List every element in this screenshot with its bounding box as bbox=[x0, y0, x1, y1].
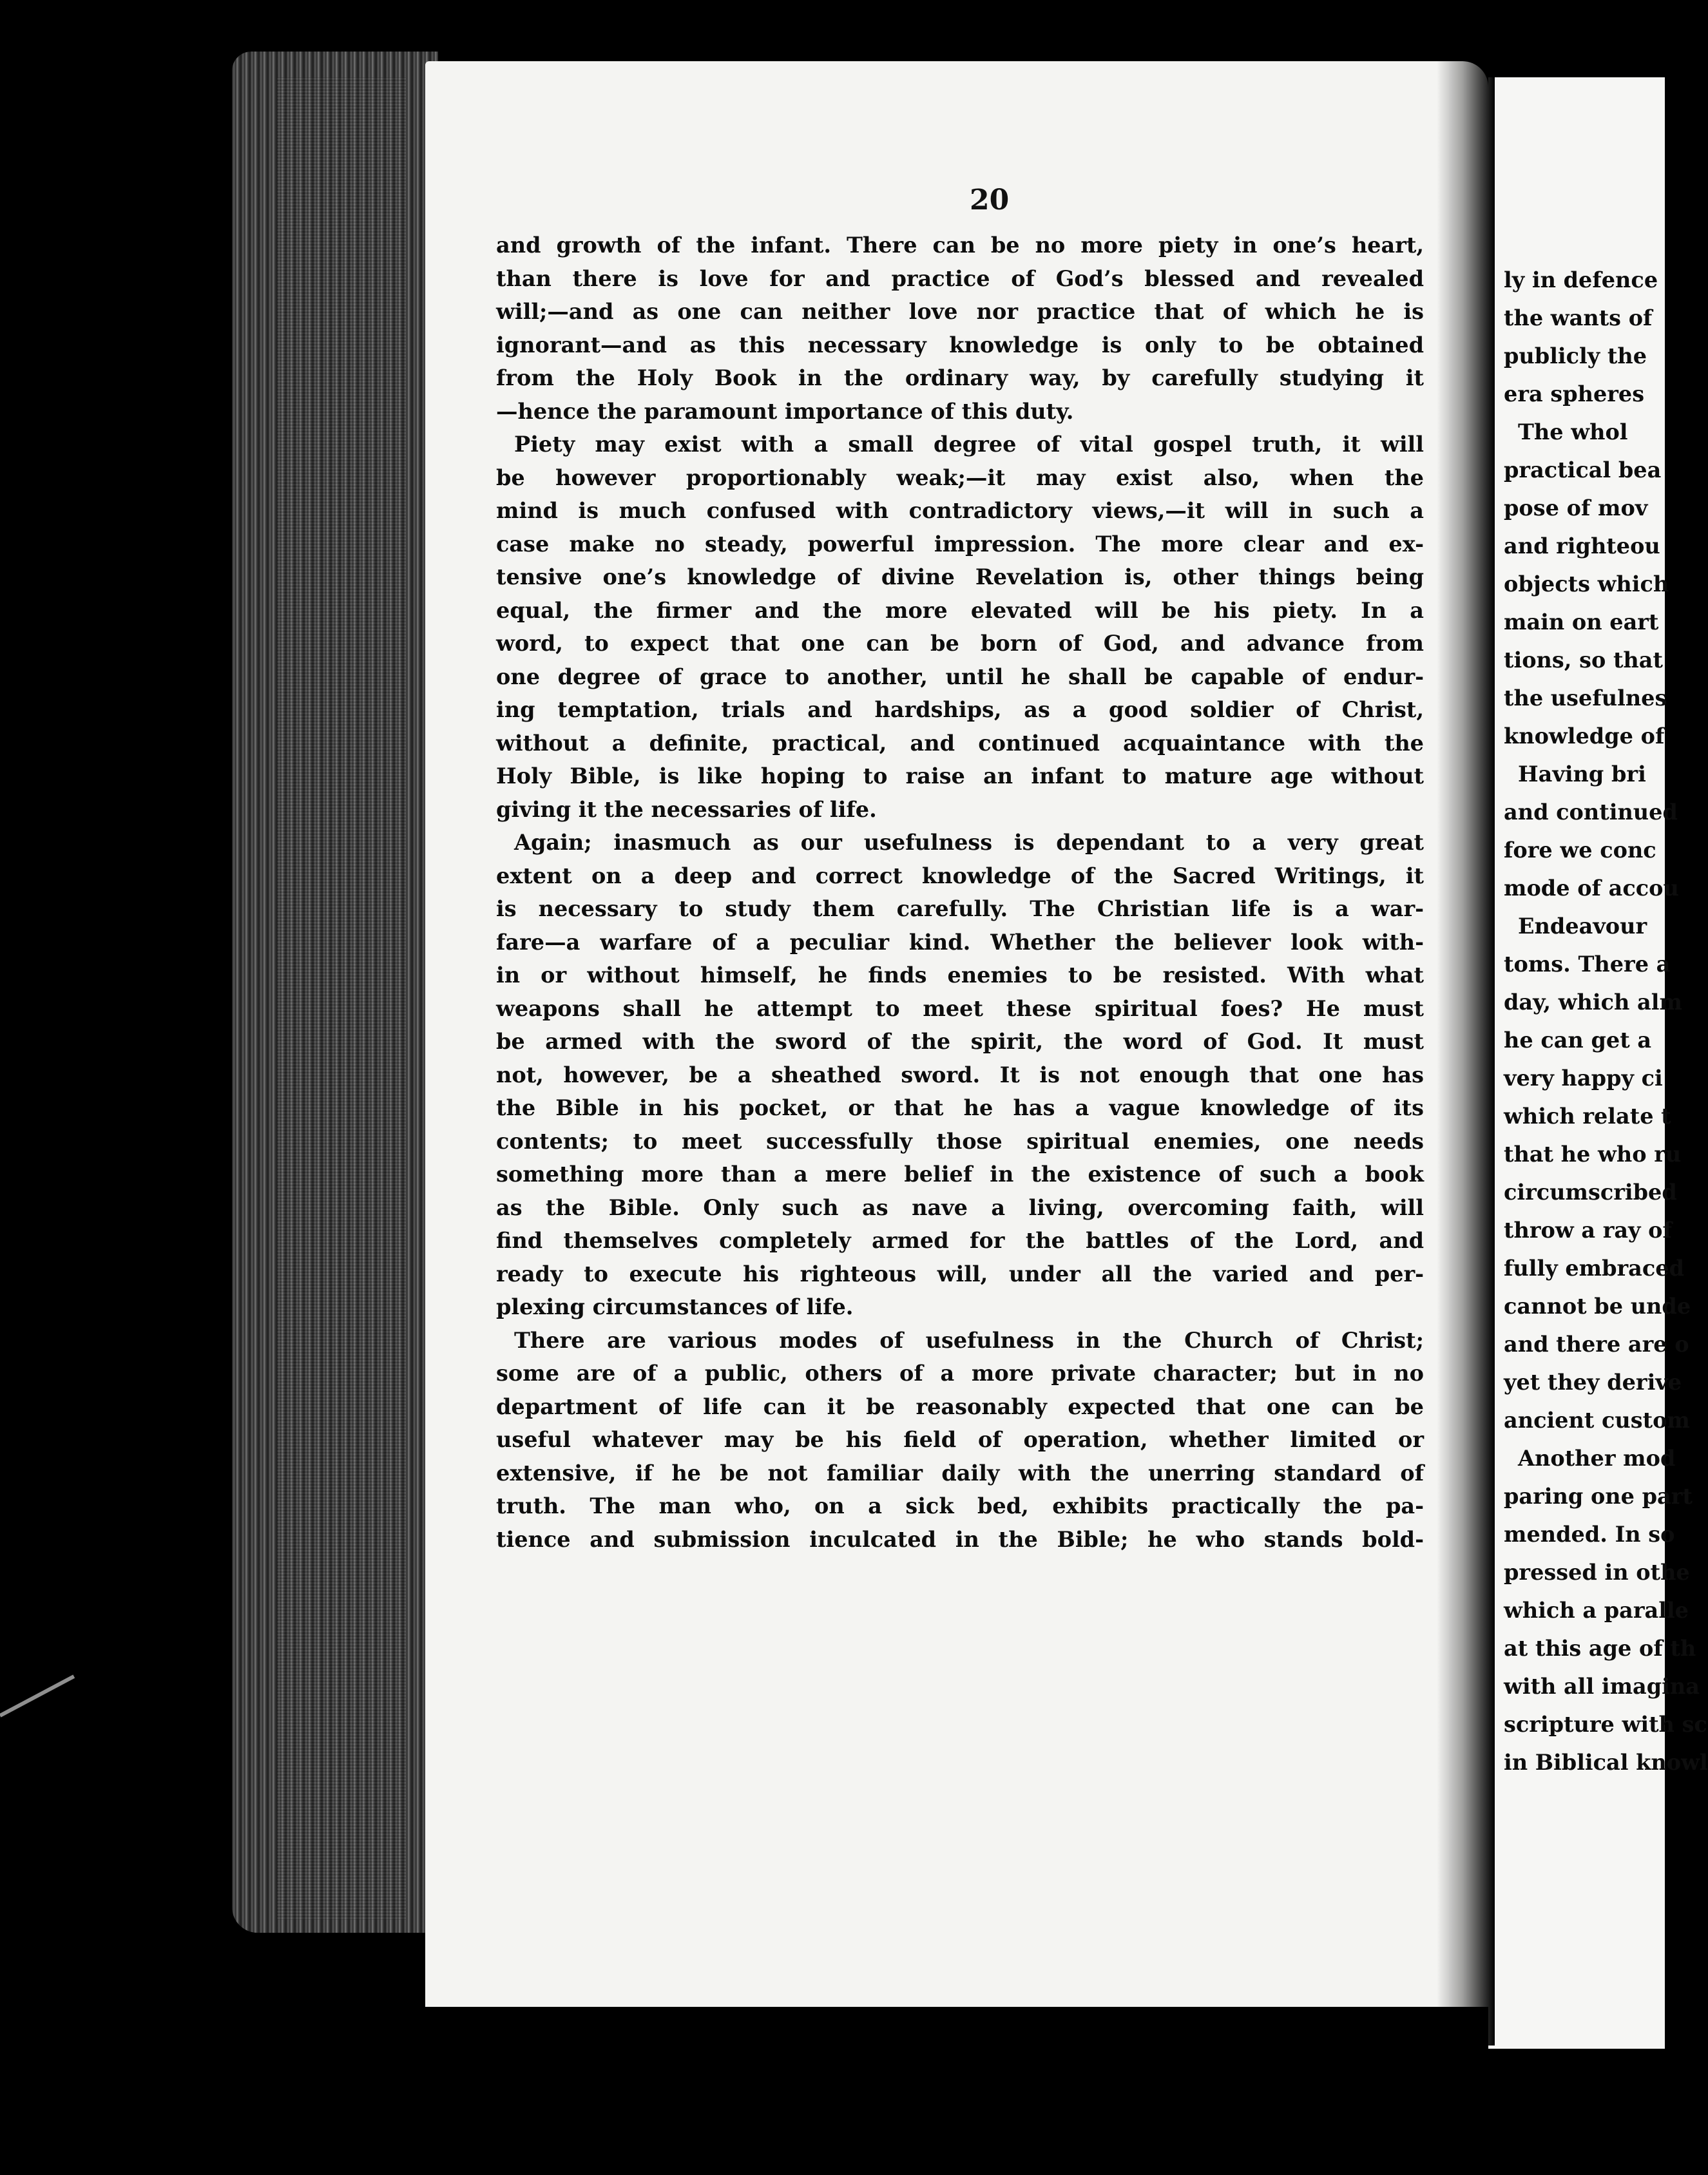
text-line: fully embraced bbox=[1504, 1256, 1685, 1281]
text-line: with all imagina bbox=[1504, 1674, 1700, 1699]
text-line: plexing circumstances of life. bbox=[496, 1294, 854, 1319]
text-line: extent on a deep and correct knowledge of the Sacred Writings, it bbox=[496, 863, 1424, 888]
text-line: tions, so that bbox=[1504, 647, 1663, 673]
text-line: he can get a bbox=[1504, 1028, 1652, 1053]
text-line: pressed in othe bbox=[1504, 1560, 1690, 1585]
text-line: and growth of the infant. There can be no more piety in one’s heart, bbox=[496, 233, 1424, 258]
text-line: ignorant—and as this necessary knowledge is only to be obtained bbox=[496, 332, 1424, 358]
text-line: ready to execute his righteous will, under all the varied and per- bbox=[496, 1261, 1424, 1287]
right-page-text bbox=[1504, 261, 1708, 1781]
text-line: fare—a warfare of a peculiar kind. Whether the believer look with- bbox=[496, 929, 1424, 955]
text-line: some are of a public, others of a more private character; but in no bbox=[496, 1361, 1424, 1386]
text-line: scripture with sc bbox=[1504, 1712, 1707, 1737]
text-line: is necessary to study them carefully. The Christian life is a war- bbox=[496, 896, 1424, 921]
text-line: main on eart bbox=[1504, 609, 1659, 635]
text-line: equal, the firmer and the more elevated will be his piety. In a bbox=[496, 597, 1424, 623]
text-line: find themselves completely armed for the battles of the Lord, and bbox=[496, 1228, 1424, 1253]
text-line: not, however, be a sheathed sword. It is not enough that one has bbox=[496, 1062, 1424, 1088]
text-line: mode of accou bbox=[1504, 876, 1679, 901]
text-line: ing temptation, trials and hardships, as a good soldier of Christ, bbox=[496, 697, 1424, 722]
text-line: —hence the paramount importance of this duty. bbox=[496, 398, 1074, 424]
text-line: the wants of bbox=[1504, 305, 1653, 331]
text-line: very happy ci bbox=[1504, 1066, 1663, 1091]
text-line: and continued bbox=[1504, 800, 1678, 825]
text-line: giving it the necessaries of life. bbox=[496, 796, 877, 822]
text-line: in or without himself, he finds enemies to be resisted. With what bbox=[496, 963, 1424, 988]
text-line: contents; to meet successfully those spiritual enemies, one needs bbox=[496, 1128, 1424, 1154]
text-line: Having bri bbox=[1518, 762, 1646, 787]
gutter-shadow bbox=[1437, 61, 1495, 2046]
text-line: Again; inasmuch as our usefulness is dependant to a very great bbox=[514, 830, 1424, 855]
text-line: than there is love for and practice of God’s blessed and revealed bbox=[496, 265, 1424, 291]
text-line: extensive, if he be not familiar daily with the unerring standard of bbox=[496, 1460, 1424, 1486]
text-line: yet they derive bbox=[1504, 1370, 1682, 1395]
closed-page-edges bbox=[232, 52, 438, 1933]
text-line: Holy Bible, is like hoping to raise an infant to mature age without bbox=[496, 763, 1424, 789]
text-line: There are various modes of usefulness in the Church of Christ; bbox=[514, 1327, 1424, 1353]
text-line: something more than a mere belief in the existence of such a book bbox=[496, 1162, 1424, 1187]
text-line: Piety may exist with a small degree of vital gospel truth, it will bbox=[514, 432, 1424, 457]
text-line: publicly the bbox=[1504, 343, 1647, 369]
text-line: as the Bible. Only such as nave a living, overcoming faith, will bbox=[496, 1194, 1424, 1220]
text-line: be however proportionably weak;—it may exist also, when the bbox=[496, 465, 1424, 490]
text-line: useful whatever may be his field of operation, whether limited or bbox=[496, 1427, 1424, 1452]
text-line: will;—and as one can neither love nor practice that of which he is bbox=[496, 299, 1424, 324]
text-line: practical bea bbox=[1504, 457, 1662, 483]
text-line: the Bible in his pocket, or that he has a vague knowledge of its bbox=[496, 1095, 1424, 1120]
text-line: throw a ray of bbox=[1504, 1218, 1672, 1243]
text-line: ly in defence bbox=[1504, 267, 1658, 292]
text-line: mended. In so bbox=[1504, 1522, 1675, 1547]
text-line: weapons shall he attempt to meet these spiritual foes? He must bbox=[496, 995, 1424, 1021]
text-line: paring one part bbox=[1504, 1484, 1693, 1509]
text-line: day, which alm bbox=[1504, 990, 1682, 1015]
text-line: mind is much confused with contradictory views,—it will in such a bbox=[496, 498, 1424, 523]
left-page-text bbox=[496, 229, 1424, 1556]
text-line: toms. There a bbox=[1504, 952, 1671, 977]
text-line: be armed with the sword of the spirit, the word of God. It must bbox=[496, 1029, 1424, 1054]
text-line: tensive one’s knowledge of divine Revelation is, other things being bbox=[496, 564, 1424, 589]
text-line: Endeavour bbox=[1518, 914, 1647, 939]
text-line: the usefulnes bbox=[1504, 685, 1667, 711]
text-line: one degree of grace to another, until he shall be capable of endur- bbox=[496, 664, 1424, 689]
text-line: objects which bbox=[1504, 571, 1669, 597]
text-line: in Biblical knowl bbox=[1504, 1750, 1708, 1775]
text-line: cannot be unde bbox=[1504, 1294, 1691, 1319]
text-line: that he who ru bbox=[1504, 1142, 1682, 1167]
text-line: circumscribed bbox=[1504, 1180, 1677, 1205]
page-number: 20 bbox=[970, 184, 1010, 216]
text-line: department of life can it be reasonably expected that one can be bbox=[496, 1394, 1424, 1419]
scan-artifact bbox=[0, 1674, 75, 1717]
text-line: pose of mov bbox=[1504, 495, 1648, 521]
text-line: which relate t bbox=[1504, 1104, 1671, 1129]
text-line: era spheres bbox=[1504, 381, 1645, 407]
text-line: at this age of th bbox=[1504, 1636, 1696, 1661]
text-line: and there are o bbox=[1504, 1332, 1689, 1357]
text-line: case make no steady, powerful impression. The more clear and ex- bbox=[496, 531, 1424, 557]
text-line: The whol bbox=[1518, 419, 1628, 445]
text-line: and righteou bbox=[1504, 533, 1660, 559]
text-line: fore we conc bbox=[1504, 838, 1656, 863]
text-line: without a definite, practical, and continued acquaintance with the bbox=[496, 730, 1424, 756]
text-line: tience and submission inculcated in the Bible; he who stands bold- bbox=[496, 1526, 1424, 1552]
text-line: ancient custom bbox=[1504, 1408, 1690, 1433]
text-line: word, to expect that one can be born of God, and advance from bbox=[496, 631, 1424, 656]
text-line: from the Holy Book in the ordinary way, by carefully studying it bbox=[496, 365, 1424, 390]
text-line: truth. The man who, on a sick bed, exhibits practically the pa- bbox=[496, 1493, 1424, 1519]
text-line: knowledge of bbox=[1504, 723, 1665, 749]
text-line: which a paralle bbox=[1504, 1598, 1689, 1623]
text-line: Another mod bbox=[1518, 1446, 1676, 1471]
